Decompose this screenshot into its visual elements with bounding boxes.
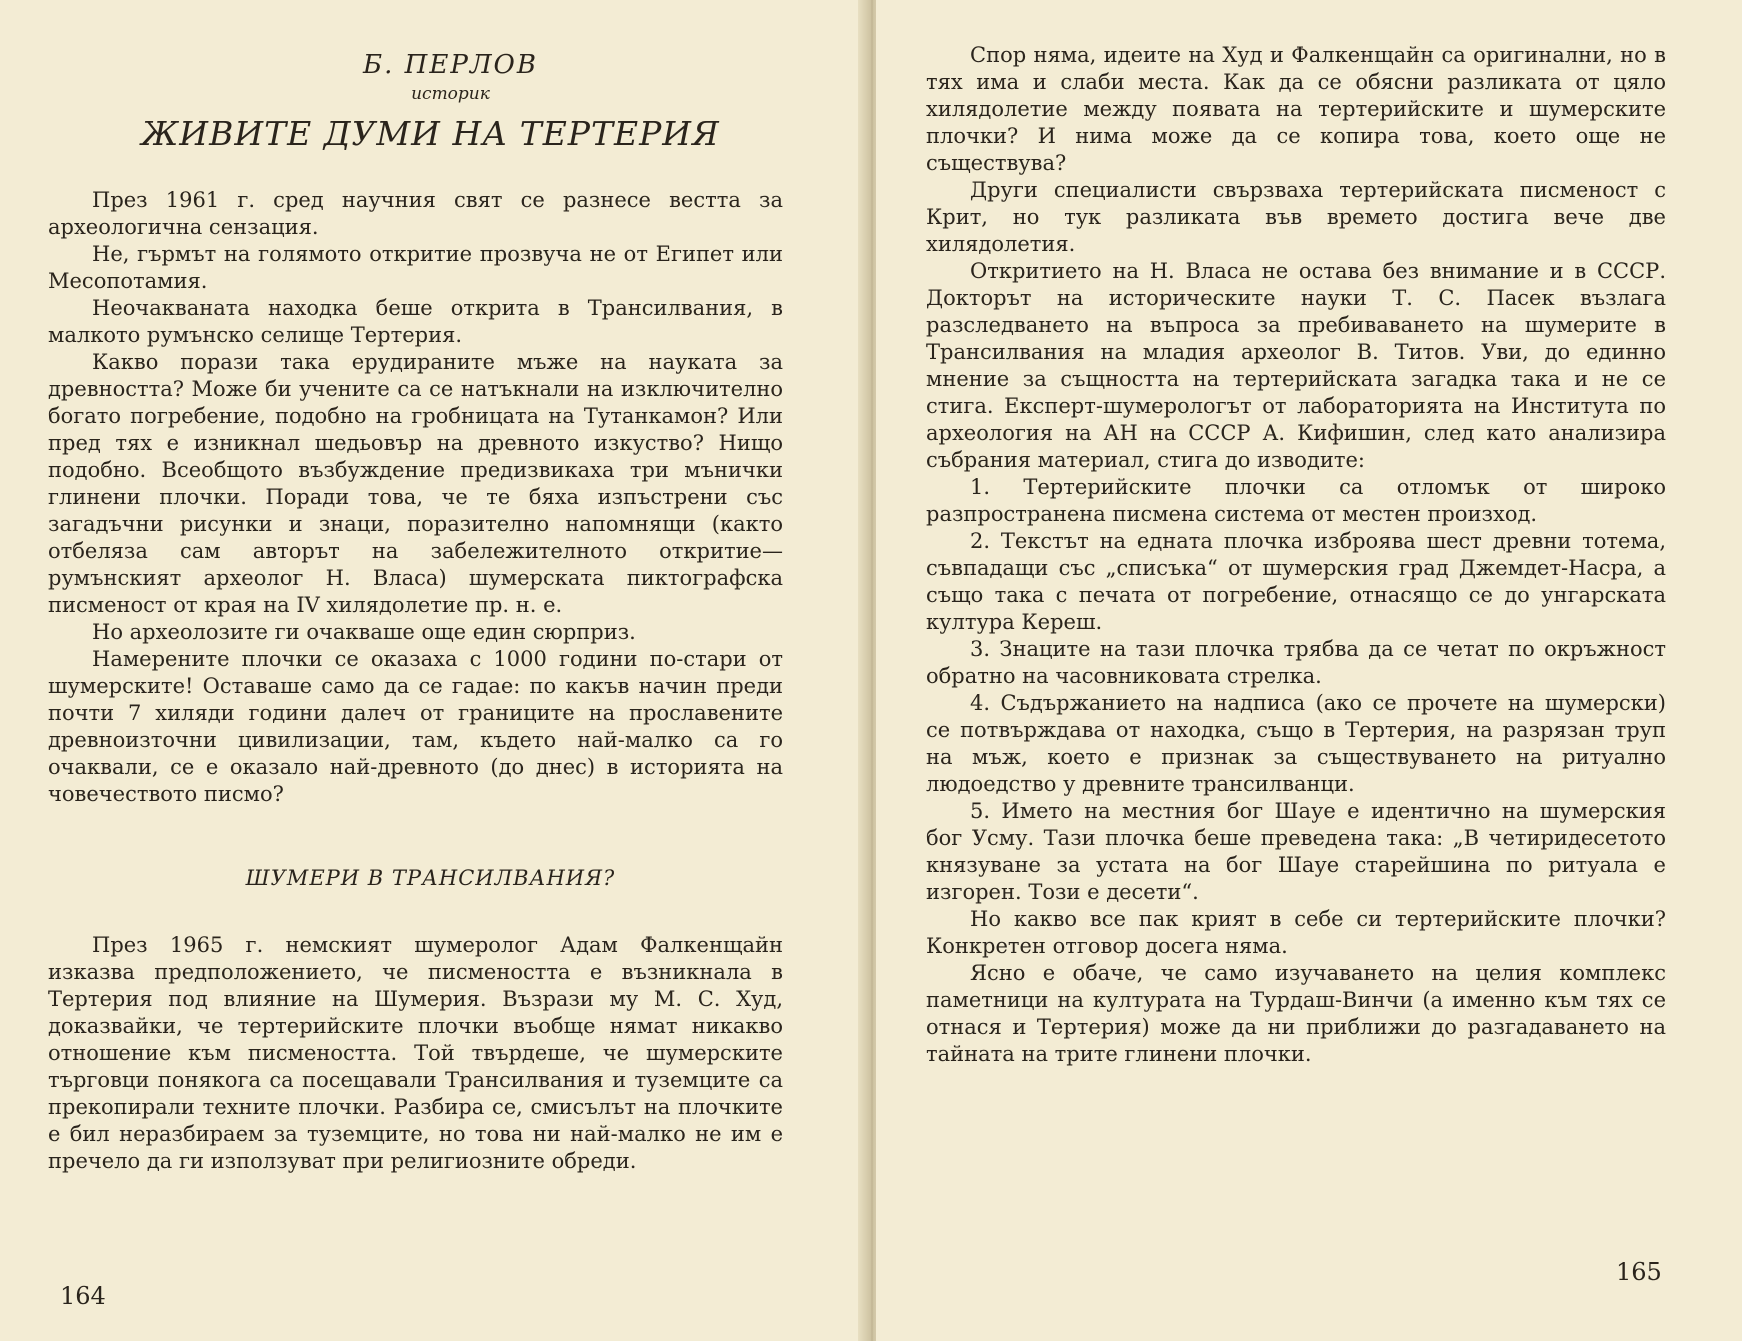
paragraph: Откритието на Н. Власа не остава без внимание и в СССР. Докторът на историческите науки Т. С. Пасек възлага разследването на въпроса за пребиваването на шумерите в Трансилвания на младия археолог В. Титов. Уви, до единно мнение за същността на тертерийската загадка така и не се стига. Експерт-шумерологът от лабораторията на Института по археология на АН на СССР А. Кифишин, след като анализира събрания материал, стига до изводите:	[926, 259, 1666, 472]
paragraph: Не, гърмът на голямото откритие прозвуча не от Египет или Месопотамия.	[48, 242, 783, 293]
paragraph: През 1965 г. немският шумеролог Адам Фалкенщайн изказва предположението, че писмеността е възникнала в Тертерия под влияние на Шумерия. Възрази му М. С. Худ, доказвайки, че тертерийските плочки въобще нямат никакво отношение към писмеността. Той твърдеше, че шумерските търговци понякога са посещавали Трансилвания и туземците са прекопирали техните плочки. Разбира се, смисълът на плочките е бил неразбираем за туземците, но това ни най-малко не им е пречело да ги използуват при религиозните обреди.	[48, 933, 783, 1173]
page-number-right: 165	[1616, 1258, 1662, 1286]
list-item: 2. Текстът на едната плочка изброява шест древни тотема, съвпадащи със „списъка“ от шумерския град Джемдет-Насра, а също така с печата от погребение, отнасящо се до унгарската култура Кереш.	[926, 529, 1666, 634]
paragraph: Намерените плочки се оказаха с 1000 години по-стари от шумерските! Оставаше само да се гадае: по какъв начин преди почти 7 хиляди години далеч от границите на прославените древноизточни цивилизации, там, където най-малко са го очаквали, се е оказало най-древното (до днес) в историята на човечеството писмо?	[48, 647, 783, 806]
list-item: 5. Името на местния бог Шауе е идентично на шумерския бог Усму. Тази плочка беше преведена така: „В четиридесетото князуване за устата на бог Шауе старейшина по ритуала е изгорен. Този е десети“.	[926, 799, 1666, 904]
paragraph: Ясно е обаче, че само изучаването на целия комплекс паметници на културата на Турдаш-Винчи (а именно към тях се отнася и Тертерия) може да ни приближи до разгадаването на тайната на трите глинени плочки.	[926, 961, 1666, 1066]
left-page-text	[48, 50, 783, 1175]
list-item: 4. Съдържанието на надписа (ако се прочете на шумерски) се потвърждава от находка, също в Тертерия, на разрязан труп на мъж, което е признак за съществуването на ритуално людоедство у древните трансилванци.	[926, 691, 1666, 796]
left-page	[0, 0, 866, 1341]
list-item: 1. Тертерийските плочки са отломък от широко разпространена писмена система от местен произход.	[926, 475, 1666, 526]
section-subheading: ШУМЕРИ В ТРАНСИЛВАНИЯ?	[245, 866, 616, 890]
paragraph: Други специалисти свързваха тертерийската писменост с Крит, но тук разликата във времето достига вече две хилядолетия.	[926, 178, 1666, 256]
list-item: 3. Знаците на тази плочка трябва да се четат по окръжност обратно на часовниковата стрелка.	[926, 637, 1666, 688]
page-number-left: 164	[60, 1282, 106, 1310]
paragraph: Но какво все пак крият в себе си тертерийските плочки? Конкретен отговор досега няма.	[926, 907, 1666, 958]
paragraph: Но археолозите ги очакваше още един сюрприз.	[92, 620, 636, 644]
author-name: Б. ПЕРЛОВ	[363, 50, 538, 80]
paragraph: През 1961 г. сред научния свят се разнесе вестта за археологична сензация.	[48, 188, 783, 239]
paragraph: Какво порази така ерудираните мъже на науката за древността? Може би учените са се натъкнали на изключително богато погребение, подобно на гробницата на Тутанкамон? Или пред тях е изникнал шедьовър на древното изкуство? Нищо подобно. Всеобщото възбуждение предизвикаха три мънички глинени плочки. Поради това, че те бяха изпъстрени със загадъчни рисунки и знаци, поразително напомнящи (както отбеляза сам авторът на забележителното откритие—румънският археолог Н. Власа) шумерската пиктографска писменост от края на IV хилядолетие пр. н. е.	[48, 350, 783, 617]
paragraph: Неочакваната находка беше открита в Трансилвания, в малкото румънско селище Тертерия.	[48, 296, 783, 347]
paragraph: Спор няма, идеите на Худ и Фалкенщайн са оригинални, но в тях има и слаби места. Как да се обясни разликата от цяло хилядолетие между появата на тертерийските и шумерските плочки? И нима може да се копира това, което още не съществува?	[926, 43, 1666, 175]
author-role: историк	[411, 84, 490, 104]
article-title: ЖИВИТЕ ДУМИ НА ТЕРТЕРИЯ	[141, 114, 720, 153]
right-page-text	[926, 42, 1666, 1068]
right-page	[876, 0, 1742, 1341]
